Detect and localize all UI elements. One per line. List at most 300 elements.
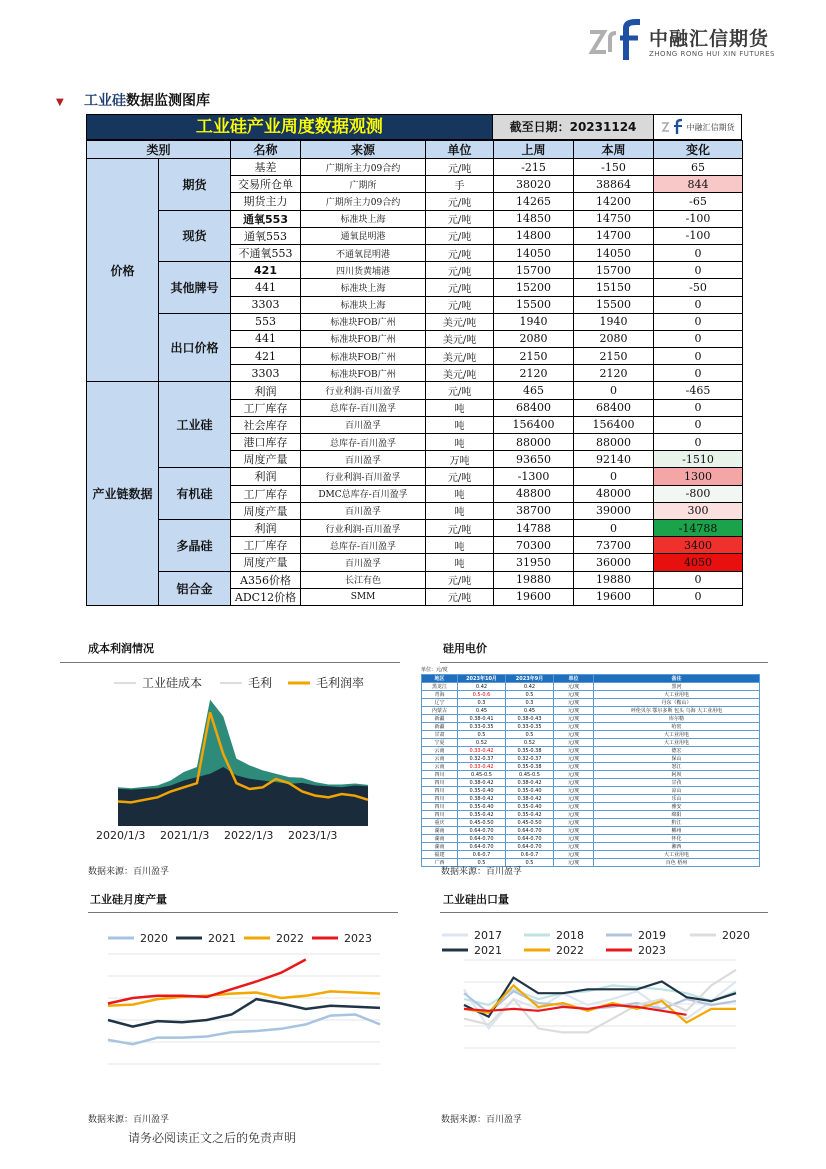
- subcategory-cell: 多晶硅: [159, 519, 231, 571]
- series-line-2021: [108, 999, 380, 1027]
- power-cell: 元/度: [554, 811, 594, 819]
- subcategory-cell: 铝合金: [159, 571, 231, 605]
- export-chart: [440, 924, 756, 1074]
- category-cell: 产业链数据: [87, 382, 159, 605]
- power-cell: 元/度: [554, 787, 594, 795]
- name-cell: 交易所仓单: [231, 176, 301, 193]
- section-title: [56, 90, 210, 110]
- power-row: [422, 771, 760, 779]
- last-week-cell: 15500: [494, 296, 574, 313]
- power-cell: 湖南: [422, 835, 458, 843]
- power-cell: 0.6-0.7: [506, 851, 554, 859]
- table-row: [87, 382, 743, 399]
- power-cell: 0.52: [458, 739, 506, 747]
- last-week-cell: 14788: [494, 519, 574, 536]
- power-cell: 哈密: [594, 723, 760, 731]
- power-row: [422, 699, 760, 707]
- legend-label: 工业硅成本: [142, 676, 203, 690]
- cost-profit-title: 成本利润情况: [88, 642, 154, 655]
- power-cell: 元/度: [554, 683, 594, 691]
- power-cell: 元/度: [554, 715, 594, 723]
- power-cell: 0.35-0.40: [506, 787, 554, 795]
- name-cell: A356价格: [231, 571, 301, 588]
- name-cell: 港口库存: [231, 434, 301, 451]
- logo-en-text: ZHONG RONG HUI XIN FUTURES: [649, 50, 775, 58]
- power-cell: 四川: [422, 771, 458, 779]
- legend-label: 2019: [638, 929, 666, 942]
- power-cell: 大工业用电: [594, 851, 760, 859]
- company-logo: [588, 20, 778, 64]
- name-cell: 441: [231, 330, 301, 347]
- this-week-cell: 0: [574, 519, 654, 536]
- name-cell: 社会库存: [231, 416, 301, 433]
- last-week-cell: 2150: [494, 348, 574, 365]
- source-cell: 百川盈孚: [301, 554, 426, 571]
- name-cell: 3303: [231, 365, 301, 382]
- unit-cell: 吨: [426, 399, 494, 416]
- col-source: 来源: [301, 141, 426, 159]
- change-cell: 0: [654, 348, 743, 365]
- power-row: [422, 707, 760, 715]
- table-row: [87, 210, 743, 227]
- table-row: [87, 262, 743, 279]
- unit-cell: 美元/吨: [426, 348, 494, 365]
- power-cell: 0.6-0.7: [458, 851, 506, 859]
- unit-cell: 吨: [426, 434, 494, 451]
- power-row: [422, 763, 760, 771]
- power-cell: 元/度: [554, 843, 594, 851]
- power-row: [422, 827, 760, 835]
- this-week-cell: 36000: [574, 554, 654, 571]
- change-cell: -14788: [654, 519, 743, 536]
- source-cell: 标准块FOB广州: [301, 313, 426, 330]
- unit-cell: 美元/吨: [426, 330, 494, 347]
- name-cell: 利润: [231, 382, 301, 399]
- col-name: 名称: [231, 141, 301, 159]
- power-cell: 元/度: [554, 835, 594, 843]
- data-table: [86, 140, 743, 606]
- cost-profit-chart: [88, 668, 388, 844]
- source-cell: 行业利润-百川盈孚: [301, 519, 426, 536]
- change-cell: -465: [654, 382, 743, 399]
- this-week-cell: 2120: [574, 365, 654, 382]
- power-cell: 0.38-0.42: [506, 779, 554, 787]
- power-cell: 0.5-0.6: [458, 691, 506, 699]
- unit-cell: 元/吨: [426, 571, 494, 588]
- name-cell: 421: [231, 348, 301, 365]
- power-cell: 0.35-0.40: [458, 803, 506, 811]
- export-source: 数据来源：百川盈孚: [441, 1115, 523, 1125]
- x-tick-label: 2023/1/3: [288, 829, 338, 842]
- unit-cell: 元/吨: [426, 262, 494, 279]
- power-cell: 郴州: [594, 827, 760, 835]
- this-week-cell: 39000: [574, 502, 654, 519]
- power-cell: 呼伦贝尔 鄂尔多斯 包头 乌海 大工业用电: [594, 707, 760, 715]
- this-week-cell: 156400: [574, 416, 654, 433]
- power-row: [422, 715, 760, 723]
- power-cell: 新疆: [422, 715, 458, 723]
- source-cell: 总库存-百川盈孚: [301, 399, 426, 416]
- name-cell: 421: [231, 262, 301, 279]
- power-cell: 0.33-0.42: [458, 747, 506, 755]
- subcategory-cell: 其他牌号: [159, 262, 231, 314]
- legend-label: 2020: [722, 929, 750, 942]
- change-cell: -100: [654, 210, 743, 227]
- table-logo: [653, 115, 741, 139]
- unit-cell: 吨: [426, 502, 494, 519]
- source-cell: 总库存-百川盈孚: [301, 434, 426, 451]
- last-week-cell: 19600: [494, 588, 574, 605]
- power-cell: 大工业用电: [594, 739, 760, 747]
- source-cell: DMC总库存-百川盈孚: [301, 485, 426, 502]
- power-cell: 雅安: [594, 803, 760, 811]
- last-week-cell: 156400: [494, 416, 574, 433]
- power-price-title: 硅用电价: [443, 642, 487, 655]
- last-week-cell: 14850: [494, 210, 574, 227]
- divider: [88, 912, 398, 913]
- power-cell: 0.38-0.43: [506, 715, 554, 723]
- power-cell: 库尔勒: [594, 715, 760, 723]
- power-row: [422, 755, 760, 763]
- this-week-cell: 92140: [574, 451, 654, 468]
- power-row: [422, 779, 760, 787]
- source-cell: SMM: [301, 588, 426, 605]
- power-cell: 辽宁: [422, 699, 458, 707]
- power-row: [422, 795, 760, 803]
- divider: [440, 662, 768, 663]
- power-cell: 元/度: [554, 851, 594, 859]
- legend-label: 毛利润率: [316, 676, 365, 690]
- subcategory-cell: 工业硅: [159, 382, 231, 468]
- power-cell: 四川: [422, 779, 458, 787]
- power-cell: 四川: [422, 811, 458, 819]
- power-cell: 0.5: [458, 731, 506, 739]
- source-cell: 标准块上海: [301, 279, 426, 296]
- this-week-cell: 14750: [574, 210, 654, 227]
- power-cell: 元/度: [554, 859, 594, 867]
- power-cell: 0.32-0.37: [458, 755, 506, 763]
- power-cell: 湖南: [422, 827, 458, 835]
- bullet-arrow-icon: ▼: [56, 97, 64, 108]
- legend-label: 2023: [638, 944, 666, 957]
- change-cell: 0: [654, 399, 743, 416]
- power-cell: 0.38-0.42: [506, 795, 554, 803]
- power-cell: 绵阳: [594, 811, 760, 819]
- col-last-week: 上周: [494, 141, 574, 159]
- power-cell: 元/度: [554, 747, 594, 755]
- unit-cell: 元/吨: [426, 210, 494, 227]
- this-week-cell: 0: [574, 382, 654, 399]
- unit-cell: 吨: [426, 554, 494, 571]
- legend-label: 2017: [474, 929, 502, 942]
- power-cell: 元/度: [554, 803, 594, 811]
- divider: [440, 912, 768, 913]
- power-cell: 甘肃: [422, 731, 458, 739]
- name-cell: 基差: [231, 159, 301, 176]
- power-price-table: [421, 674, 760, 867]
- power-cell: 大工业用电: [594, 731, 760, 739]
- this-week-cell: 1940: [574, 313, 654, 330]
- last-week-cell: 70300: [494, 537, 574, 554]
- col-category: 类别: [87, 141, 231, 159]
- subcategory-cell: 有机硅: [159, 468, 231, 520]
- this-week-cell: 68400: [574, 399, 654, 416]
- this-week-cell: 15150: [574, 279, 654, 296]
- power-cell: 0.52: [506, 739, 554, 747]
- power-cell: 元/度: [554, 771, 594, 779]
- this-week-cell: 73700: [574, 537, 654, 554]
- change-cell: 0: [654, 571, 743, 588]
- power-cell: 元/度: [554, 691, 594, 699]
- last-week-cell: 19880: [494, 571, 574, 588]
- power-cell: 0.35-0.40: [506, 803, 554, 811]
- power-cell: 0.3: [506, 699, 554, 707]
- power-cell: 新疆: [422, 723, 458, 731]
- power-cell: 0.64-0.70: [458, 827, 506, 835]
- change-cell: 1300: [654, 468, 743, 485]
- power-cell: 阿坝: [594, 771, 760, 779]
- power-cell: 0.45-0.50: [506, 819, 554, 827]
- power-cell: 0.3: [458, 699, 506, 707]
- power-cell: 福建: [422, 851, 458, 859]
- name-cell: 周度产量: [231, 451, 301, 468]
- power-header-cell: 备注: [594, 675, 760, 683]
- power-cell: 0.35-0.38: [506, 763, 554, 771]
- power-cell: 凉山: [594, 787, 760, 795]
- legend-label: 2023: [344, 932, 372, 945]
- power-cell: 0.42: [458, 683, 506, 691]
- col-unit: 单位: [426, 141, 494, 159]
- power-row: [422, 787, 760, 795]
- power-cell: 0.5: [458, 859, 506, 867]
- table-header-row: [87, 141, 743, 159]
- power-cell: 0.38-0.42: [458, 779, 506, 787]
- power-row: [422, 723, 760, 731]
- change-cell: 0: [654, 588, 743, 605]
- unit-cell: 元/吨: [426, 296, 494, 313]
- power-cell: 0.64-0.70: [506, 827, 554, 835]
- source-cell: 广期所: [301, 176, 426, 193]
- weekly-data-table: [86, 114, 742, 606]
- power-cell: 四川: [422, 795, 458, 803]
- power-cell: 0.64-0.70: [458, 835, 506, 843]
- power-cell: 0.64-0.70: [458, 843, 506, 851]
- logo-cn-text: 中融汇信期货: [649, 28, 770, 50]
- power-cell: 青海: [422, 691, 458, 699]
- power-cell: 湘西: [594, 843, 760, 851]
- power-cell: 甘孜: [594, 779, 760, 787]
- unit-cell: 万吨: [426, 451, 494, 468]
- change-cell: 0: [654, 296, 743, 313]
- unit-cell: 吨: [426, 485, 494, 502]
- change-cell: 300: [654, 502, 743, 519]
- name-cell: 利润: [231, 519, 301, 536]
- power-cell: 0.38-0.42: [458, 795, 506, 803]
- table-row: [87, 468, 743, 485]
- change-cell: -100: [654, 227, 743, 244]
- divider: [60, 662, 400, 663]
- change-cell: -65: [654, 193, 743, 210]
- change-cell: 844: [654, 176, 743, 193]
- name-cell: 周度产量: [231, 554, 301, 571]
- power-cell: 怒江: [594, 763, 760, 771]
- unit-cell: 元/吨: [426, 227, 494, 244]
- power-row: [422, 835, 760, 843]
- power-cell: 大工业用电: [594, 691, 760, 699]
- power-cell: 元/度: [554, 819, 594, 827]
- power-cell: 0.38-0.41: [458, 715, 506, 723]
- power-cell: 0.33-0.35: [506, 723, 554, 731]
- power-cell: 0.5: [506, 859, 554, 867]
- source-cell: 百川盈孚: [301, 502, 426, 519]
- source-cell: 行业利润-百川盈孚: [301, 468, 426, 485]
- unit-cell: 吨: [426, 416, 494, 433]
- power-cell: 四川: [422, 787, 458, 795]
- source-cell: 标准块FOB广州: [301, 365, 426, 382]
- power-row: [422, 851, 760, 859]
- name-cell: 通氧553: [231, 210, 301, 227]
- source-cell: 标准块FOB广州: [301, 330, 426, 347]
- this-week-cell: 88000: [574, 434, 654, 451]
- power-cell: 元/度: [554, 707, 594, 715]
- col-this-week: 本周: [574, 141, 654, 159]
- unit-cell: 元/吨: [426, 519, 494, 536]
- change-cell: 3400: [654, 537, 743, 554]
- power-cell: 0.33-0.35: [458, 723, 506, 731]
- power-row: [422, 731, 760, 739]
- power-cell: 黑龙江: [422, 683, 458, 691]
- this-week-cell: 48000: [574, 485, 654, 502]
- change-cell: -1510: [654, 451, 743, 468]
- power-cell: 元/度: [554, 763, 594, 771]
- power-row: [422, 683, 760, 691]
- name-cell: ADC12价格: [231, 588, 301, 605]
- x-tick-label: 2020/1/3: [96, 829, 146, 842]
- power-cell: 云南: [422, 747, 458, 755]
- subcategory-cell: 现货: [159, 210, 231, 262]
- power-cell: 黔江: [594, 819, 760, 827]
- last-week-cell: 14800: [494, 227, 574, 244]
- category-cell: 价格: [87, 159, 159, 382]
- power-cell: 保山: [594, 755, 760, 763]
- unit-cell: 美元/吨: [426, 365, 494, 382]
- source-cell: 标准块上海: [301, 296, 426, 313]
- power-cell: 乐山: [594, 795, 760, 803]
- power-row: [422, 811, 760, 819]
- unit-cell: 元/吨: [426, 279, 494, 296]
- name-cell: 通氧553: [231, 227, 301, 244]
- unit-cell: 元/吨: [426, 244, 494, 261]
- source-cell: 总库存-百川盈孚: [301, 537, 426, 554]
- power-cell: 0.35-0.38: [506, 747, 554, 755]
- source-cell: 四川货黄埔港: [301, 262, 426, 279]
- name-cell: 553: [231, 313, 301, 330]
- power-cell: 0.42: [506, 683, 554, 691]
- power-cell: 元/度: [554, 827, 594, 835]
- last-week-cell: 38700: [494, 502, 574, 519]
- this-week-cell: 14700: [574, 227, 654, 244]
- power-cell: 元/度: [554, 795, 594, 803]
- last-week-cell: 88000: [494, 434, 574, 451]
- source-cell: 标准块上海: [301, 210, 426, 227]
- power-cell: 宁夏: [422, 739, 458, 747]
- power-cell: 重庆: [422, 819, 458, 827]
- unit-cell: 元/吨: [426, 382, 494, 399]
- logo-mark-icon: [588, 20, 646, 64]
- unit-cell: 手: [426, 176, 494, 193]
- name-cell: 3303: [231, 296, 301, 313]
- unit-cell: 吨: [426, 537, 494, 554]
- last-week-cell: 465: [494, 382, 574, 399]
- unit-cell: 美元/吨: [426, 313, 494, 330]
- power-price-source: 数据来源：百川盈孚: [441, 867, 523, 877]
- section-title-rest: 数据监测图库: [126, 93, 210, 109]
- last-week-cell: 31950: [494, 554, 574, 571]
- last-week-cell: 68400: [494, 399, 574, 416]
- last-week-cell: 48800: [494, 485, 574, 502]
- change-cell: 0: [654, 313, 743, 330]
- disclaimer-footer: 请务必阅读正文之后的免责声明: [128, 1131, 297, 1145]
- power-cell: 0.45-0.5: [506, 771, 554, 779]
- series-line-2022: [108, 991, 380, 1005]
- name-cell: 工厂库存: [231, 399, 301, 416]
- source-cell: 通氧昆明港: [301, 227, 426, 244]
- power-header-cell: 2023年9月: [506, 675, 554, 683]
- change-cell: -50: [654, 279, 743, 296]
- last-week-cell: 2120: [494, 365, 574, 382]
- legend-label: 2021: [208, 932, 236, 945]
- power-header-cell: 地区: [422, 675, 458, 683]
- power-cell: 0.45: [458, 707, 506, 715]
- power-cell: 0.45-0.50: [458, 819, 506, 827]
- this-week-cell: 15500: [574, 296, 654, 313]
- power-cell: 0.64-0.70: [506, 835, 554, 843]
- power-cell: 0.5: [506, 731, 554, 739]
- change-cell: 65: [654, 159, 743, 176]
- change-cell: 0: [654, 262, 743, 279]
- power-cell: 元/度: [554, 739, 594, 747]
- source-cell: 广期所主力09合约: [301, 193, 426, 210]
- table-row: [87, 519, 743, 536]
- legend-label: 2021: [474, 944, 502, 957]
- unit-cell: 元/吨: [426, 588, 494, 605]
- power-cell: 元/度: [554, 779, 594, 787]
- change-cell: 0: [654, 416, 743, 433]
- table-row: [87, 571, 743, 588]
- export-title: 工业硅出口量: [443, 893, 509, 906]
- last-week-cell: 14265: [494, 193, 574, 210]
- this-week-cell: 2150: [574, 348, 654, 365]
- monthly-output-title: 工业硅月度产量: [90, 893, 167, 906]
- change-cell: -800: [654, 485, 743, 502]
- power-cell: 云南: [422, 763, 458, 771]
- power-row: [422, 747, 760, 755]
- table-logo-icon: [661, 119, 687, 135]
- legend-label: 2020: [140, 932, 168, 945]
- change-cell: 0: [654, 330, 743, 347]
- unit-cell: 元/吨: [426, 468, 494, 485]
- cost-profit-source: 数据来源：百川盈孚: [88, 867, 170, 877]
- this-week-cell: 2080: [574, 330, 654, 347]
- power-header-cell: 2023年10月: [458, 675, 506, 683]
- change-cell: 4050: [654, 554, 743, 571]
- power-header-row: [422, 675, 760, 683]
- power-cell: 丹东（鞍山）: [594, 699, 760, 707]
- source-cell: 不通氧昆明港: [301, 244, 426, 261]
- power-cell: 黑河: [594, 683, 760, 691]
- last-week-cell: 15200: [494, 279, 574, 296]
- this-week-cell: 0: [574, 468, 654, 485]
